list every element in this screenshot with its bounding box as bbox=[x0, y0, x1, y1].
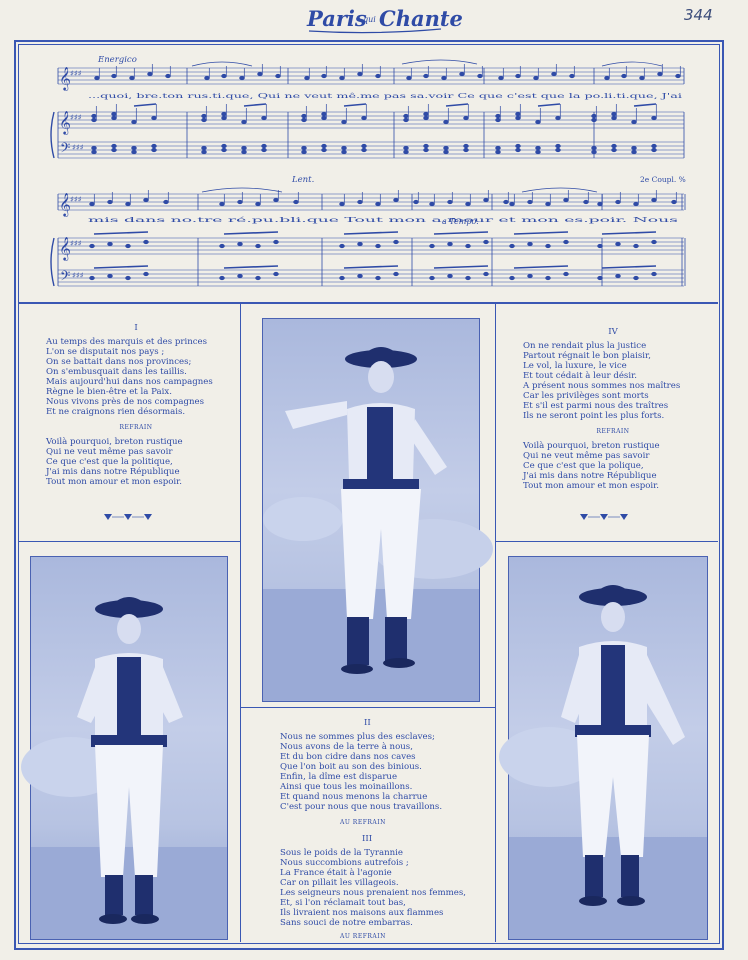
verse-3 bbox=[280, 834, 480, 946]
divider-center-mid bbox=[240, 707, 495, 708]
verse-number: I bbox=[134, 323, 138, 333]
refrain-line: Tout mon amour et mon espoir. bbox=[523, 481, 660, 491]
svg-text:𝄞: 𝄞 bbox=[59, 236, 71, 260]
svg-text:Chante: Chante bbox=[379, 6, 463, 31]
verse-line: Sans souci de notre embarras. bbox=[280, 918, 413, 928]
refrain-line: Qui ne veut même pas savoir bbox=[46, 447, 173, 457]
verse-line: On s'embusquait dans les taillis. bbox=[46, 367, 187, 377]
breton-singer-figure bbox=[509, 557, 707, 939]
refrain-label: AU REFRAIN bbox=[340, 933, 386, 940]
verse-line: Les seigneurs nous prenaient nos femmes, bbox=[280, 888, 467, 898]
divider-right-column bbox=[495, 304, 496, 942]
lyrics-line-1: ...quoi, bre.ton rus.ti.que, Qui ne veut mê.me pas sa.voir Ce que c'est que la po.li.ti.que, J'ai bbox=[88, 92, 684, 100]
svg-text:♯♯♯: ♯♯♯ bbox=[70, 239, 82, 248]
breton-singer-figure bbox=[31, 557, 227, 939]
refrain-line: J'ai mis dans notre République bbox=[523, 471, 657, 481]
staff-lines bbox=[51, 68, 685, 286]
a-tempo-marking: a Tempo. bbox=[442, 217, 479, 226]
svg-text:𝄢: 𝄢 bbox=[60, 268, 71, 287]
verse-line: C'est pour nous que nous travaillons. bbox=[280, 802, 443, 812]
verse-number: IV bbox=[608, 327, 618, 337]
verse-line: Et du bon cidre dans nos caves bbox=[280, 752, 416, 762]
voice-staff-2 bbox=[58, 194, 684, 210]
verse-line: Sous le poids de la Tyrannie bbox=[280, 848, 404, 858]
svg-text:♯♯♯: ♯♯♯ bbox=[70, 195, 82, 204]
verse-line: Au temps des marquis et des princes bbox=[46, 337, 208, 347]
verse-line: Que l'on boit au son des binious. bbox=[280, 762, 422, 772]
breton-singer-figure bbox=[263, 319, 479, 701]
refrain-line: Tout mon amour et mon espoir. bbox=[46, 477, 183, 487]
ornament-icon bbox=[576, 512, 636, 522]
verse-line: Nous vivons près de nos compagnes bbox=[46, 397, 204, 407]
divider-right-mid bbox=[495, 541, 718, 542]
coupl-marking: 2e Coupl. % bbox=[640, 175, 686, 184]
svg-text:♯♯♯: ♯♯♯ bbox=[70, 113, 82, 122]
lyrics-line-2: mis dans no.tre ré.pu.bli.que Tout mon a.mour et mon es.poir. Nous bbox=[88, 216, 680, 224]
sheet-music bbox=[22, 48, 718, 300]
verse-line: Ils livraient nos maisons aux flammes bbox=[280, 908, 444, 918]
tempo-marking: Energico bbox=[98, 55, 137, 65]
refrain-line: J'ai mis dans notre République bbox=[46, 467, 180, 477]
masthead bbox=[0, 0, 748, 40]
refrain-line: Ce que c'est que la politique, bbox=[46, 457, 173, 467]
verse-line: Et tout cédait à leur désir. bbox=[523, 371, 637, 381]
verse-number: II bbox=[364, 718, 371, 728]
verse-line: On ne rendait plus la justice bbox=[523, 341, 647, 351]
divider-left-column bbox=[240, 304, 241, 942]
verse-line: Partout régnait le bon plaisir, bbox=[523, 351, 651, 361]
ornament-icon bbox=[100, 512, 160, 522]
refrain-label: REFRAIN bbox=[119, 424, 153, 431]
verse-number: III bbox=[362, 834, 373, 844]
verse-1 bbox=[46, 323, 226, 487]
verse-line: Ainsi que tous les moinaillons. bbox=[280, 782, 413, 792]
verse-line: Nous succombions autrefois ; bbox=[280, 858, 409, 868]
svg-text:𝄞: 𝄞 bbox=[59, 66, 71, 90]
svg-text:𝄞: 𝄞 bbox=[59, 110, 71, 134]
verse-line: Et s'il est parmi nous des traîtres bbox=[523, 401, 669, 411]
verse-line: Nous avons de la terre à nous, bbox=[280, 742, 413, 752]
verse-line: L'on se disputait nos pays ; bbox=[46, 347, 165, 357]
svg-text:♯♯♯: ♯♯♯ bbox=[70, 69, 82, 78]
verse-line: Règne le bien-être et la Paix. bbox=[46, 387, 172, 397]
verse-line: Et ne craignons rien désormais. bbox=[46, 407, 186, 417]
verse-line: Ils ne seront point les plus forts. bbox=[523, 411, 665, 421]
voice-staff-1 bbox=[58, 68, 684, 84]
refrain-label: AU REFRAIN bbox=[340, 819, 386, 826]
verse-line: On se battait dans nos provinces; bbox=[46, 357, 192, 367]
svg-text:♯♯♯: ♯♯♯ bbox=[72, 271, 84, 280]
refrain-line: Ce que c'est que la polique, bbox=[523, 461, 644, 471]
svg-text:𝄞: 𝄞 bbox=[59, 192, 71, 216]
piano-treble-staff-1 bbox=[58, 112, 684, 128]
photo-right bbox=[508, 556, 708, 940]
verse-line: Enfin, la dîme est disparue bbox=[280, 772, 398, 782]
svg-text:♯♯♯: ♯♯♯ bbox=[72, 143, 84, 152]
verse-line: Et quand nous menons la charrue bbox=[280, 792, 428, 802]
verse-line: Et, si l'on réclamait tout bas, bbox=[280, 898, 406, 908]
lent-marking: Lent. bbox=[292, 175, 315, 185]
refrain-line: Voilà pourquoi, breton rustique bbox=[523, 441, 660, 451]
svg-text:𝄢: 𝄢 bbox=[60, 140, 71, 159]
refrain-line: Qui ne veut même pas savoir bbox=[523, 451, 650, 461]
svg-text:qui: qui bbox=[363, 15, 376, 24]
page-number: 344 bbox=[684, 6, 713, 24]
divider-under-music bbox=[18, 302, 718, 304]
paris-qui-chante-logo bbox=[305, 2, 463, 36]
verse-line: Car on pillait les villageois. bbox=[280, 878, 399, 888]
photo-left bbox=[30, 556, 228, 940]
refrain-line: Voilà pourquoi, breton rustique bbox=[46, 437, 183, 447]
piano-bass-staff-2 bbox=[58, 270, 684, 286]
verse-line: Le vol, la luxure, le vice bbox=[523, 361, 627, 371]
verse-4 bbox=[523, 327, 703, 491]
svg-text:Paris: Paris bbox=[307, 6, 367, 31]
photo-center bbox=[262, 318, 480, 702]
piano-treble-staff-2 bbox=[58, 238, 684, 254]
verse-line: Mais aujourd'hui dans nos campagnes bbox=[46, 377, 213, 387]
verse-line: La France était à l'agonie bbox=[280, 868, 392, 878]
verse-line: A présent nous sommes nos maîtres bbox=[523, 381, 681, 391]
refrain-label: REFRAIN bbox=[596, 428, 630, 435]
verse-2 bbox=[280, 718, 480, 832]
verse-line: Nous ne sommes plus des esclaves; bbox=[280, 732, 435, 742]
divider-left-mid bbox=[18, 541, 240, 542]
verse-line: Car les privilèges sont morts bbox=[523, 391, 649, 401]
